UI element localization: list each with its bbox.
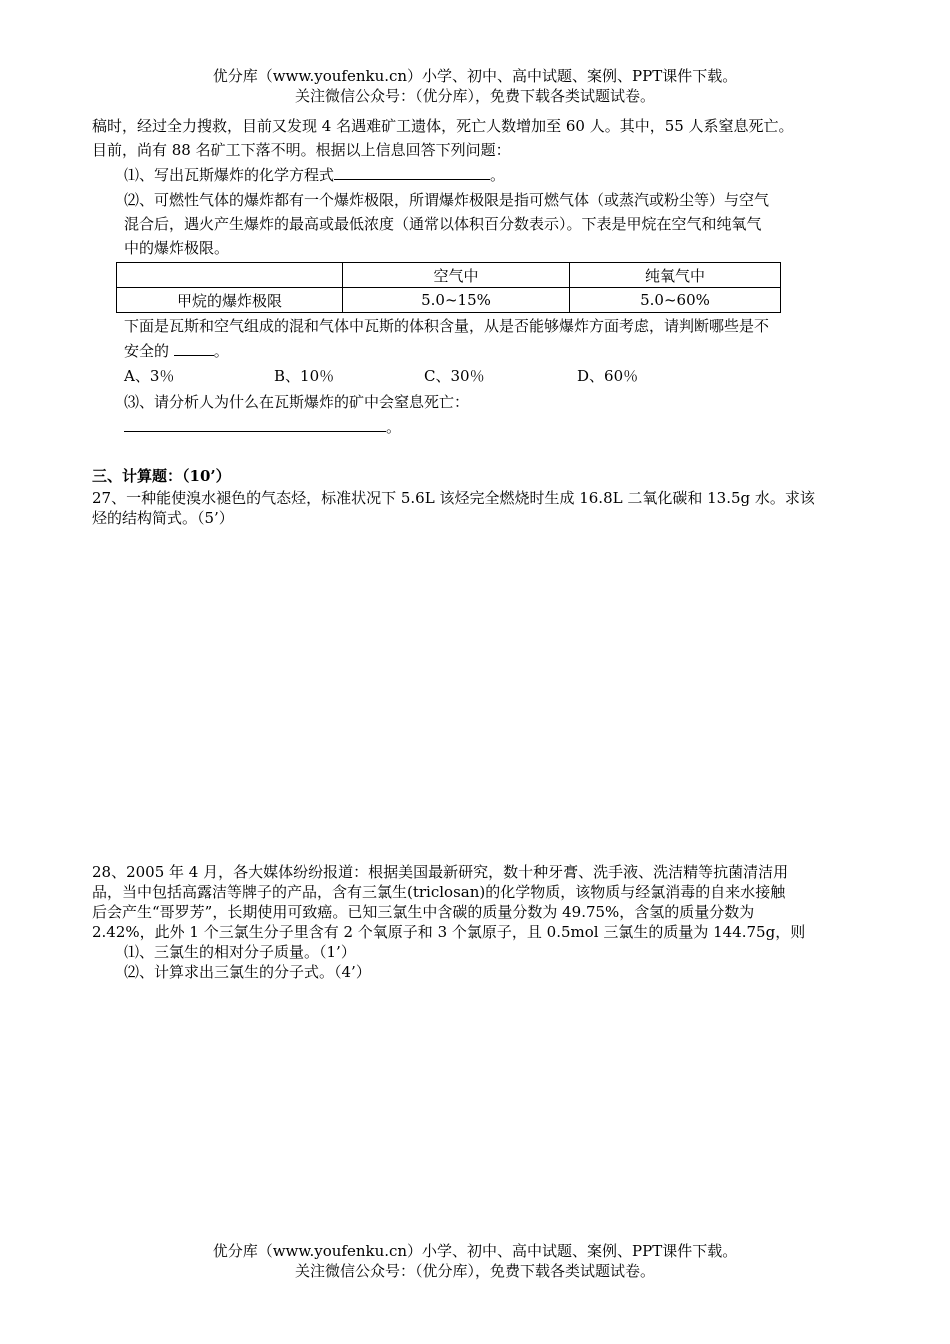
question-28-line-4: 2.42%，此外 1 个三氯生分子里含有 2 个氧原子和 3 个氯原子，且 0.5mol 三氯生的质量为 144.75g，则 — [92, 923, 806, 941]
table-header-cell — [117, 263, 343, 288]
header-line-1: 优分库（www.youfenku.cn）小学、初中、高中试题、案例、PPT课件下载。 — [212, 67, 738, 85]
option-a: A、3％ — [124, 367, 175, 385]
question-28-line-1: 28、2005 年 4 月，各大媒体纷纷报道：根据美国最新研究，数十种牙膏、洗手液、洗洁精等抗菌清洁用 — [92, 863, 789, 881]
question-1-text: ⑴、写出瓦斯爆炸的化学方程式 — [124, 166, 335, 184]
question-1 — [124, 164, 505, 185]
option-b: B、10％ — [274, 367, 335, 385]
footer-line-2: 关注微信公众号：（优分库），免费下载各类试题试卷。 — [294, 1262, 655, 1280]
question-3-answer-line — [124, 416, 401, 437]
table-row — [117, 288, 781, 313]
explosion-limit-table — [116, 262, 781, 313]
option-d: D、60％ — [577, 367, 639, 385]
question-2-after-2-end: 。 — [213, 342, 229, 360]
question-28-line-3: 后会产生“哥罗芳”，长期使用可致癌。已知三氯生中含碳的质量分数为 49.75%，含氢的质量分数为 — [92, 903, 755, 921]
section-3-title: 三、计算题：（10’） — [92, 467, 231, 485]
table-cell: 5.0~60% — [570, 288, 781, 313]
question-27-line-2: 烃的结构简式。（5’） — [92, 509, 234, 527]
intro-line-2: 目前，尚有 88 名矿工下落不明。根据以上信息回答下列问题： — [92, 141, 511, 159]
question-28-sub-2: ⑵、计算求出三氯生的分子式。（4’） — [124, 963, 371, 981]
question-1-end: 。 — [490, 166, 506, 184]
table-header-cell: 空气中 — [343, 263, 570, 288]
table-cell: 甲烷的爆炸极限 — [117, 288, 343, 313]
answer-blank-2[interactable] — [174, 340, 214, 356]
answer-blank-1[interactable] — [334, 164, 490, 180]
header-line-2: 关注微信公众号：（优分库），免费下载各类试题试卷。 — [294, 87, 655, 105]
question-28-sub-1: ⑴、三氯生的相对分子质量。（1’） — [124, 943, 356, 961]
question-2-after-2-text: 安全的 — [124, 342, 174, 360]
question-28-line-2: 品，当中包括高露洁等牌子的产品，含有三氯生(triclosan)的化学物质，该物质与经氯消毒的自来水接触 — [92, 883, 786, 901]
question-2-after-2 — [124, 340, 229, 361]
question-2-line-2: 混合后，遇火产生爆炸的最高或最低浓度（通常以体积百分数表示）。下表是甲烷在空气和纯氧气 — [124, 215, 762, 233]
question-2-line-1: ⑵、可燃性气体的爆炸都有一个爆炸极限，所谓爆炸极限是指可燃气体（或蒸汽或粉尘等）与空气 — [124, 191, 770, 209]
table-header-row — [117, 263, 781, 288]
question-3-end: 。 — [386, 418, 402, 436]
table-cell: 5.0~15% — [343, 288, 570, 313]
question-2-line-3: 中的爆炸极限。 — [124, 239, 230, 257]
question-27-line-1: 27、一种能使溴水褪色的气态烃，标准状况下 5.6L 该烃完全燃烧时生成 16.8L 二氧化碳和 13.5g 水。求该 — [92, 489, 815, 507]
intro-line-1: 稿时，经过全力搜救，目前又发现 4 名遇难矿工遗体，死亡人数增加至 60 人。其中，55 人系窒息死亡。 — [92, 117, 794, 135]
option-c: C、30％ — [424, 367, 485, 385]
footer-line-1: 优分库（www.youfenku.cn）小学、初中、高中试题、案例、PPT课件下载。 — [212, 1242, 738, 1260]
question-3: ⑶、请分析人为什么在瓦斯爆炸的矿中会窒息死亡： — [124, 393, 470, 411]
answer-blank-3[interactable] — [124, 416, 386, 432]
question-2-after-1: 下面是瓦斯和空气组成的混和气体中瓦斯的体积含量，从是否能够爆炸方面考虑，请判断哪些是不 — [124, 317, 770, 335]
table-header-cell: 纯氧气中 — [570, 263, 781, 288]
